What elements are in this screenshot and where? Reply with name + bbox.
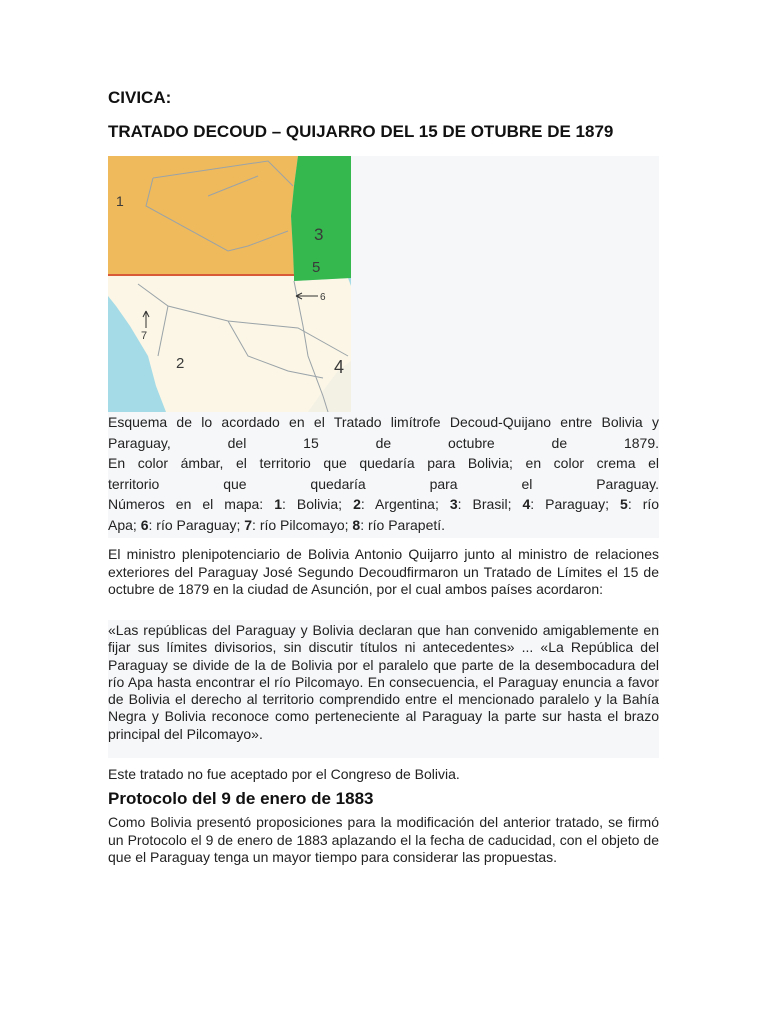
legend-num: 7 xyxy=(244,516,253,533)
legend-num: 2 xyxy=(353,496,361,512)
caption-line: En color ámbar, el territorio que quedaría para Bolivia; en color crema el xyxy=(108,455,659,471)
legend-num: 6 xyxy=(140,516,149,533)
treaty-map xyxy=(108,156,351,412)
map-panel xyxy=(108,156,659,412)
paragraph-rechazo: Este tratado no fue aceptado por el Congreso de Bolivia. xyxy=(108,766,460,782)
region-brasil xyxy=(291,156,351,281)
section-title: CIVICA: xyxy=(108,88,172,107)
legend-num: 8 xyxy=(352,516,361,533)
caption-legend-line: Apa; 6: río Paraguay; 7: río Pilcomayo; 8: río Parapetí. xyxy=(108,516,446,533)
map-label-7: 7 xyxy=(141,330,148,342)
map-label-6: 6 xyxy=(320,292,326,303)
legend-text: río Paraguay xyxy=(156,516,237,533)
map-label-3: 3 xyxy=(314,225,324,244)
map-label-4: 4 xyxy=(334,357,345,377)
map-caption xyxy=(108,412,659,538)
legend-num: 5 xyxy=(620,496,628,512)
legend-num: 1 xyxy=(274,496,283,512)
paragraph-protocolo: Como Bolivia presentó proposiciones para la modificación del anterior tratado, se firmó un Protocolo el 9 de enero de 1883 aplazando el la fecha de caducidad, con el objeto de que el Paraguay tenga un mayor tiempo para considerar las propuestas. xyxy=(108,814,659,865)
region-bolivia xyxy=(108,156,298,276)
caption-line: Esquema de lo acordado en el Tratado limítrofe Decoud-Quijano entre Bolivia y xyxy=(108,414,659,430)
treaty-quote: «Las repúblicas del Paraguay y Bolivia declaran que han convenido amigablemente en fijar sus límites divisorios, sin discutir títulos ni antecedentes» ... «La República del Paraguay se divide de la de Bolivia por el paralelo que parte de la desembocadura del río Apa hasta encontrar el río Pilcomayo. En consecuencia, el Paraguay enuncia a favor de Bolivia el derecho al territorio comprendido entre el mencionado paralelo y la Bahía Negra y Bolivia reconoce como perteneciente al Paraguay la parte sur hasta el brazo principal del Pilcomayo». xyxy=(108,622,659,742)
legend-text: río Pilcomayo xyxy=(259,516,345,533)
legend-prefix: Números en el mapa: xyxy=(108,496,264,512)
caption-legend-line: Números en el mapa: 1: Bolivia; 2: Argentina; 3: Brasil; 4: Paraguay; 5: río xyxy=(108,496,660,512)
legend-text: Bolivia xyxy=(296,496,339,512)
protocolo-heading: Protocolo del 9 de enero de 1883 xyxy=(108,789,374,808)
map-label-5: 5 xyxy=(312,259,321,276)
caption-line: territorio que quedaría para el Paraguay. xyxy=(108,475,659,492)
map-label-1: 1 xyxy=(116,193,124,209)
legend-text: Argentina xyxy=(375,496,435,512)
legend-text: río xyxy=(642,496,660,512)
paragraph-ministro: El ministro plenipotenciario de Bolivia Antonio Quijarro junto al ministro de relaciones exteriores del Paraguay José Segundo Decoudfirmaron un Tratado de Límites el 15 de octubre de 1879 en la ciudad de Asunción, por el cual ambos países acordaron: xyxy=(108,546,659,597)
legend-text: Paraguay xyxy=(545,496,606,512)
map-label-2: 2 xyxy=(176,355,185,372)
treaty-map-svg xyxy=(108,156,351,412)
caption-line: Paraguay, del 15 de octubre de 1879. xyxy=(108,434,659,451)
legend-text: río Parapetí. xyxy=(367,516,446,533)
legend-text: Brasil xyxy=(472,496,508,512)
legend-text: Apa xyxy=(108,516,133,533)
legend-num: 3 xyxy=(449,496,458,512)
legend-num: 4 xyxy=(522,496,531,512)
document-title: TRATADO DECOUD – QUIJARRO DEL 15 DE OTUBRE DE 1879 xyxy=(108,122,614,141)
